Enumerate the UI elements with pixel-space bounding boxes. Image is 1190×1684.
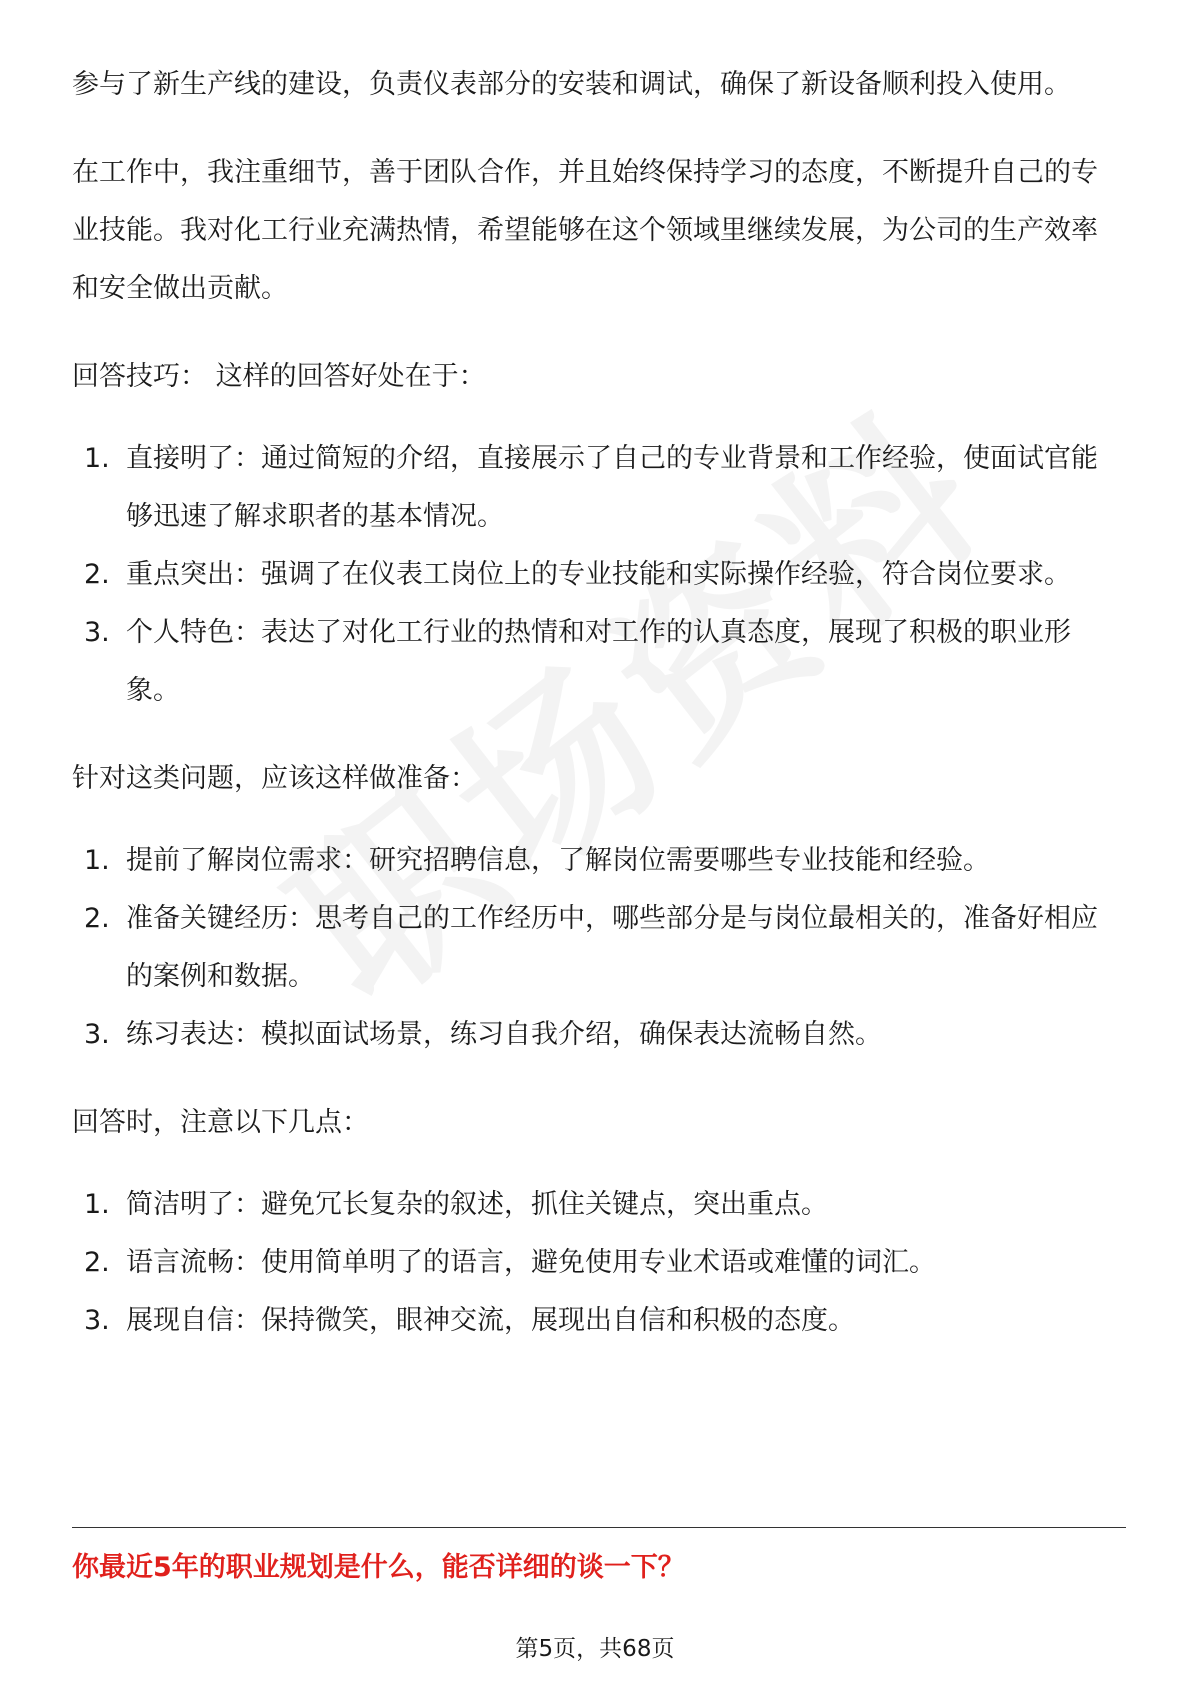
notes-list — [72, 1176, 1122, 1350]
list-item: 1. 直接明了：通过简短的介绍，直接展示了自己的专业背景和工作经验，使面试官能够迅速了解求职者的基本情况。 — [84, 443, 1098, 532]
notes-heading: 回答时，注意以下几点： — [72, 1107, 369, 1138]
next-question-heading: 你最近5年的职业规划是什么，能否详细的谈一下？ — [72, 1552, 685, 1583]
list-item: 3. 练习表达：模拟面试场景，练习自我介绍，确保表达流畅自然。 — [84, 1019, 882, 1050]
list-item: 3. 展现自信：保持微笑，眼神交流，展现出自信和积极的态度。 — [84, 1305, 855, 1336]
list-item: 2. 准备关键经历：思考自己的工作经历中，哪些部分是与岗位最相关的，准备好相应的案例和数据。 — [84, 903, 1098, 992]
list-item: 2. 重点突出：强调了在仪表工岗位上的专业技能和实际操作经验，符合岗位要求。 — [84, 559, 1071, 590]
list-item: 2. 语言流畅：使用简单明了的语言，避免使用专业术语或难懂的词汇。 — [84, 1247, 936, 1278]
section-divider — [72, 1527, 1126, 1528]
intro-paragraph-1: 参与了新生产线的建设，负责仪表部分的安装和调试，确保了新设备顺利投入使用。 — [72, 69, 1071, 100]
document-body — [72, 56, 1122, 1350]
list-item: 3. 个人特色：表达了对化工行业的热情和对工作的认真态度，展现了积极的职业形象。 — [84, 617, 1071, 706]
intro-paragraph-2: 在工作中，我注重细节，善于团队合作，并且始终保持学习的态度，不断提升自己的专业技能。我对化工行业充满热情，希望能够在这个领域里继续发展，为公司的生产效率和安全做出贡献。 — [72, 157, 1098, 304]
prepare-heading: 针对这类问题，应该这样做准备： — [72, 763, 477, 794]
tips-list — [72, 430, 1122, 720]
page-footer: 第5页，共68页 — [515, 1636, 675, 1662]
prepare-list — [72, 832, 1122, 1064]
list-item: 1. 提前了解岗位需求：研究招聘信息，了解岗位需要哪些专业技能和经验。 — [84, 845, 990, 876]
tips-heading: 回答技巧： 这样的回答好处在于： — [72, 361, 486, 392]
list-item: 1. 简洁明了：避免冗长复杂的叙述，抓住关键点，突出重点。 — [84, 1189, 828, 1220]
